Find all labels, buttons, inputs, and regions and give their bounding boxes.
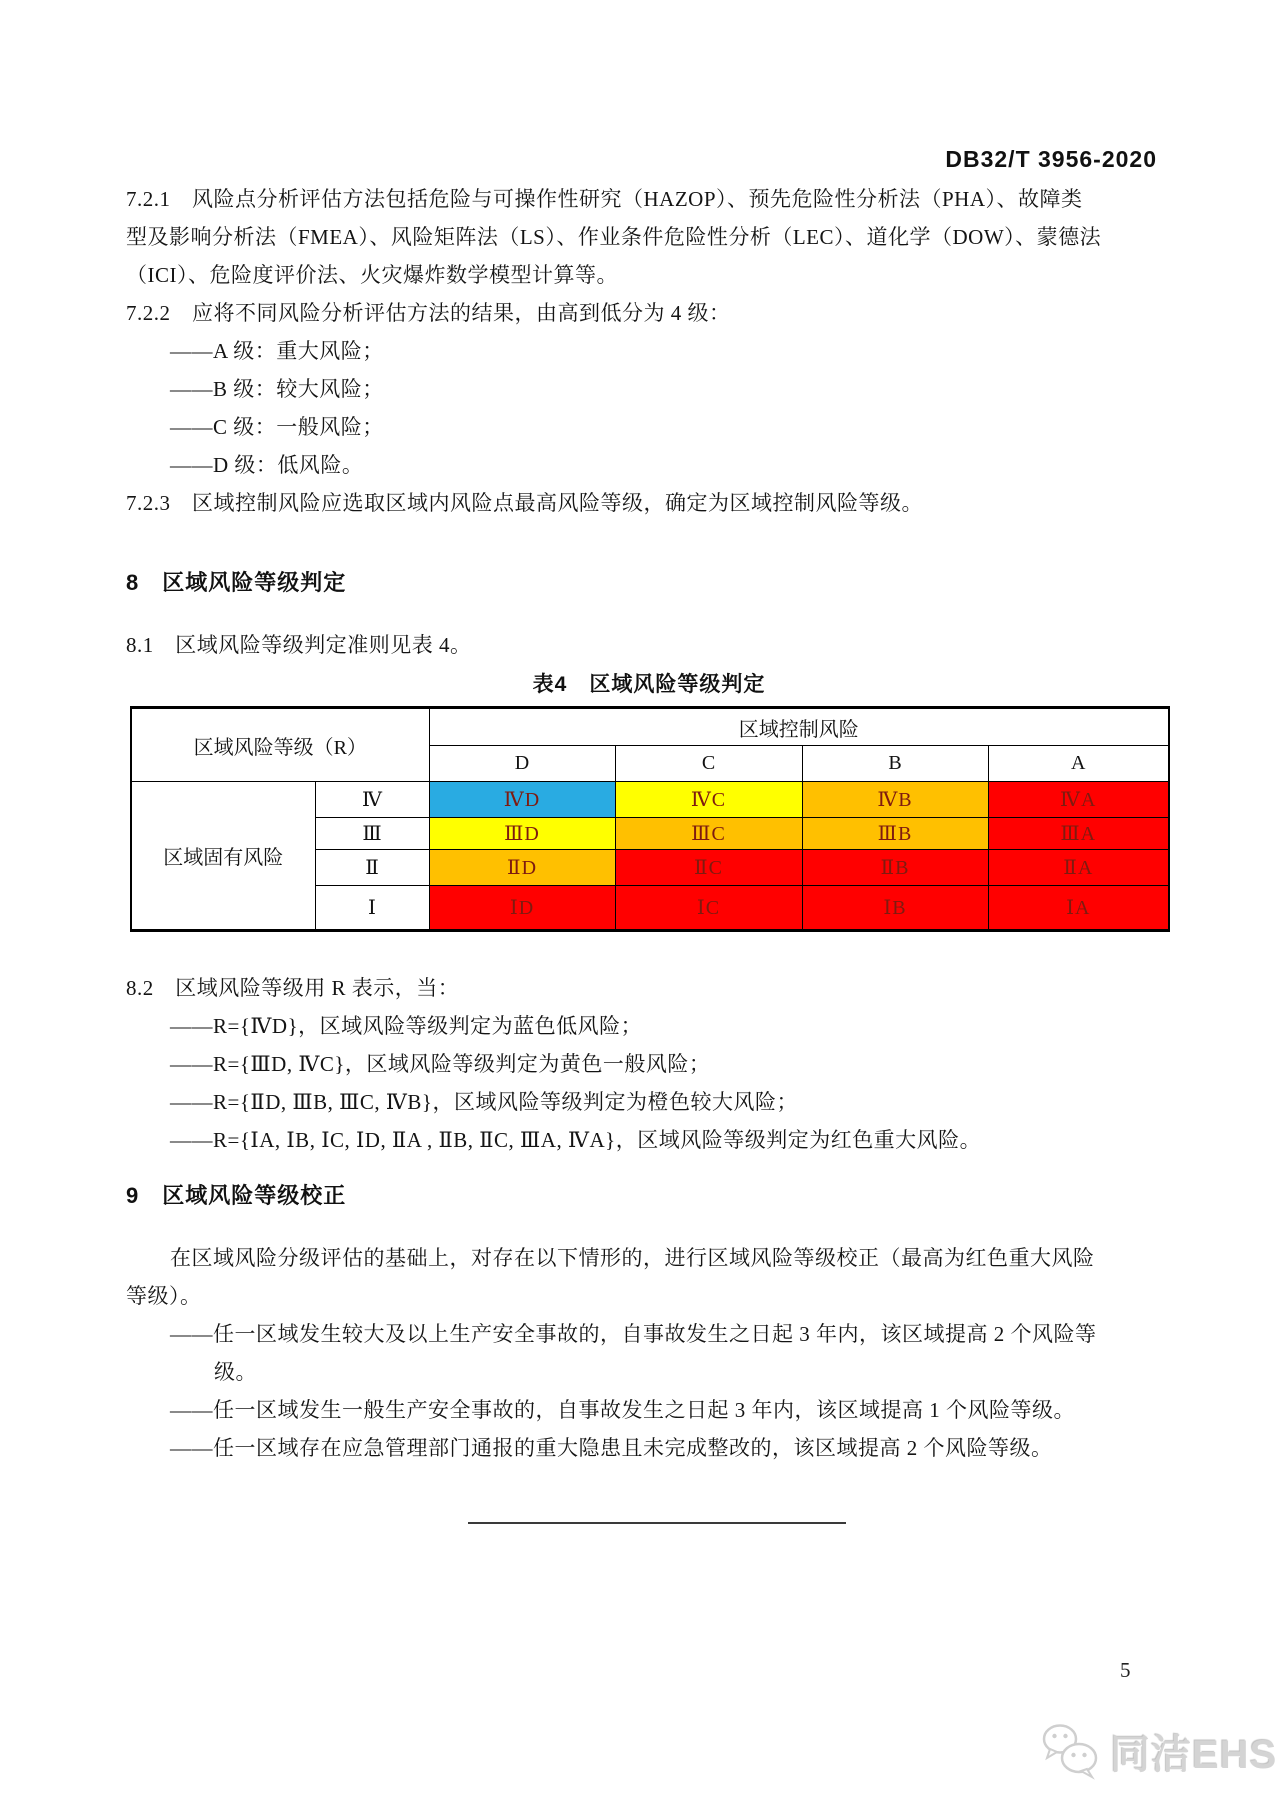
watermark	[1040, 1722, 1277, 1780]
para-721-line1: 7.2.1 风险点分析评估方法包括危险与可操作性研究（HAZOP）、预先危险性分析法（PHA）、故障类	[126, 187, 1083, 211]
risk-grading-table	[130, 706, 1170, 932]
cell-IVB: ⅣB	[802, 782, 988, 818]
para-9-line2: 等级）。	[126, 1284, 202, 1308]
row-label-II: Ⅱ	[315, 850, 429, 886]
col-header-A: A	[988, 746, 1169, 782]
cell-IID: ⅡD	[429, 850, 615, 886]
wechat-icon	[1040, 1722, 1102, 1780]
para-9-item1-line2: 级。	[214, 1360, 257, 1384]
para-9-item3: ——任一区域存在应急管理部门通报的重大隐患且未完成整改的，该区域提高 2 个风险等级。	[170, 1436, 1053, 1460]
para-9-line1: 在区域风险分级评估的基础上，对存在以下情形的，进行区域风险等级校正（最高为红色重大风险	[170, 1246, 1095, 1270]
row-group-label: 区域固有风险	[131, 782, 315, 931]
cell-IA: ⅠA	[988, 886, 1169, 931]
col-header-B: B	[802, 746, 988, 782]
col-header-D: D	[429, 746, 615, 782]
para-82-item-blue: ——R={ⅣD}，区域风险等级判定为蓝色低风险；	[170, 1014, 643, 1038]
cell-ID: ⅠD	[429, 886, 615, 931]
para-82-item-yellow: ——R={ⅢD, ⅣC}，区域风险等级判定为黄色一般风险；	[170, 1052, 711, 1076]
para-722-intro: 7.2.2 应将不同风险分析评估方法的结果，由高到低分为 4 级：	[126, 301, 731, 325]
cell-IIIB: ⅢB	[802, 818, 988, 850]
watermark-text: 同洁EHS	[1110, 1732, 1278, 1777]
para-9-item1-line1: ——任一区域发生较大及以上生产安全事故的，自事故发生之日起 3 年内，该区域提高 2 个风险等	[170, 1322, 1097, 1346]
row-label-I: Ⅰ	[315, 886, 429, 931]
row-label-III: Ⅲ	[315, 818, 429, 850]
cell-IB: ⅠB	[802, 886, 988, 931]
list-item-a: ——A 级：重大风险；	[170, 339, 384, 363]
para-9-item2: ——任一区域发生一般生产安全事故的，自事故发生之日起 3 年内，该区域提高 1 个风险等级。	[170, 1398, 1075, 1422]
para-721-line3: （ICI）、危险度评价法、火灾爆炸数学模型计算等。	[126, 263, 618, 287]
row-label-IV: Ⅳ	[315, 782, 429, 818]
table-4-title: 表4 区域风险等级判定	[532, 673, 766, 696]
table-left-header: 区域风险等级（R）	[131, 708, 429, 782]
para-721-line2: 型及影响分析法（FMEA）、风险矩阵法（LS）、作业条件危险性分析（LEC）、道化学（DOW）、蒙德法	[126, 225, 1102, 249]
cell-IVC: ⅣC	[615, 782, 802, 818]
cell-IIC: ⅡC	[615, 850, 802, 886]
para-82-item-red: ——R={ⅠA, ⅠB, ⅠC, ⅠD, ⅡA , ⅡB, ⅡC, ⅢA, ⅣA}，区域风险等级判定为红色重大风险。	[170, 1128, 982, 1152]
cell-IVD: ⅣD	[429, 782, 615, 818]
cell-IIID: ⅢD	[429, 818, 615, 850]
page-number: 5	[1120, 1658, 1131, 1682]
end-of-section-divider	[468, 1522, 846, 1524]
list-item-b: ——B 级：较大风险；	[170, 377, 384, 401]
cell-IC: ⅠC	[615, 886, 802, 931]
cell-IIB: ⅡB	[802, 850, 988, 886]
cell-IVA: ⅣA	[988, 782, 1169, 818]
para-82-intro: 8.2 区域风险等级用 R 表示，当：	[126, 976, 460, 1000]
table-top-header: 区域控制风险	[429, 708, 1169, 746]
cell-IIIC: ⅢC	[615, 818, 802, 850]
para-81: 8.1 区域风险等级判定准则见表 4。	[126, 633, 472, 657]
cell-IIIA: ⅢA	[988, 818, 1169, 850]
doc-number: DB32/T 3956-2020	[945, 146, 1157, 172]
para-723: 7.2.3 区域控制风险应选取区域内风险点最高风险等级，确定为区域控制风险等级。	[126, 491, 923, 515]
section-8-heading: 8 区域风险等级判定	[126, 570, 347, 595]
list-item-c: ——C 级：一般风险；	[170, 415, 384, 439]
table-row	[131, 782, 1169, 818]
list-item-d: ——D 级：低风险。	[170, 453, 364, 477]
para-82-item-orange: ——R={ⅡD, ⅢB, ⅢC, ⅣB}，区域风险等级判定为橙色较大风险；	[170, 1090, 798, 1114]
col-header-C: C	[615, 746, 802, 782]
section-9-heading: 9 区域风险等级校正	[126, 1183, 347, 1208]
cell-IIA: ⅡA	[988, 850, 1169, 886]
